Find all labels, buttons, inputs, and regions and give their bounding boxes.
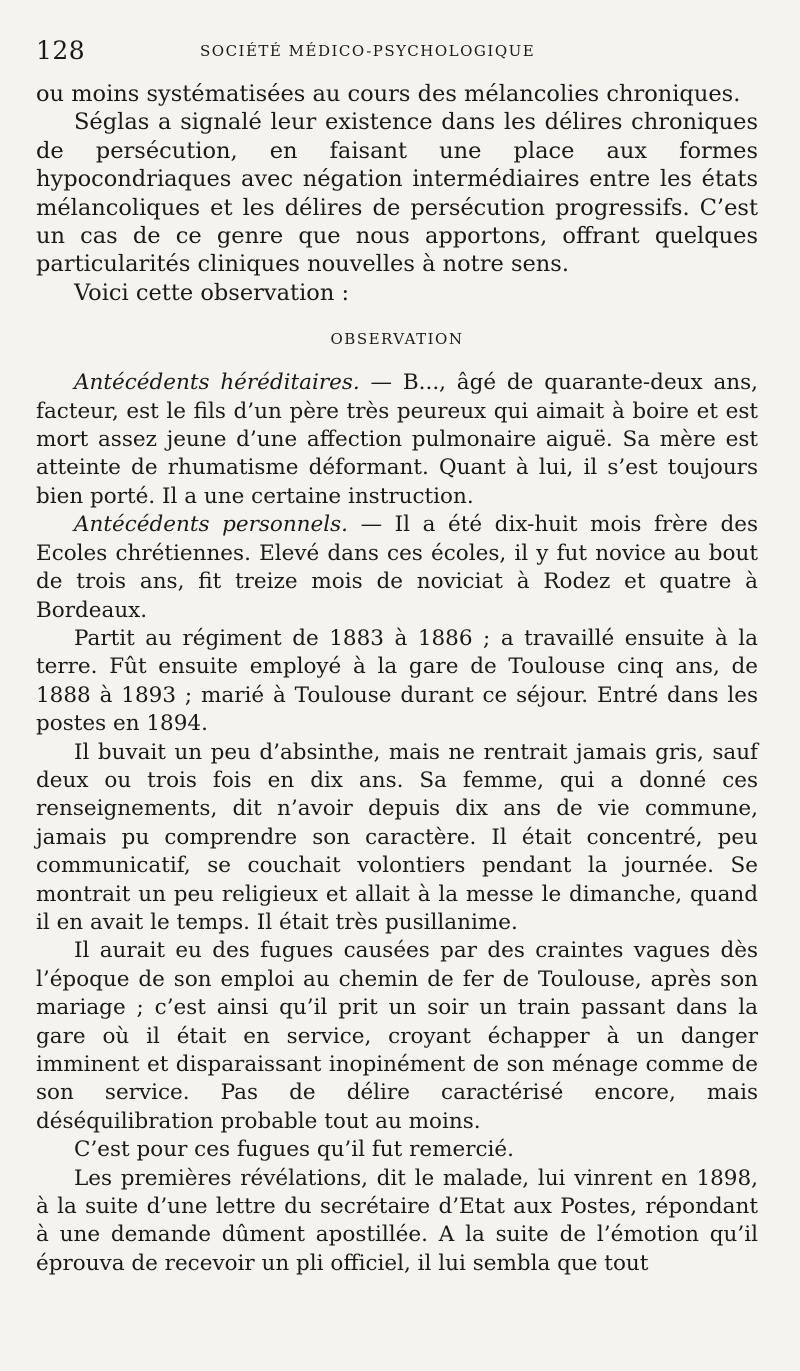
journal-title: SOCIÉTÉ MÉDICO-PSYCHOLOGIQUE — [200, 42, 536, 60]
runin-hereditary: Antécédents héréditaires. — [74, 370, 360, 396]
paragraph-revelations: Les premières révélations, dit le malade, lui vinrent en 1898, à la suite d’une lettre du secrétaire d’Etat aux Postes, répondant à une demande dûment apostillée. A la suite de l’émotion qu’il éprouva de recevoir un pli officiel, il lui sembla que tout — [36, 1165, 758, 1276]
paragraph-intro-observation: Voici cette observation : — [74, 279, 350, 306]
paragraph-regiment: Partit au régiment de 1883 à 1886 ; a travaillé ensuite à la terre. Fût ensuite employé à la gare de Toulouse cinq ans, de 1888 à 1893 ; marié à Toulouse durant ce séjour. Entré dans les postes en 1894. — [36, 625, 758, 737]
page-number: 128 — [36, 36, 86, 65]
text-personal: — Il a été dix-huit mois frère des Ecoles chrétiennes. Elevé dans ces écoles, il y fut novice au bout de trois ans, fit treize mois de noviciat à Rodez et quatre à Bordeaux. — [36, 512, 759, 623]
paragraph-fugues: Il aurait eu des fugues causées par des craintes vagues dès l’époque de son emploi au chemin de fer de Toulouse, après son mariage ; c’est ainsi qu’il prit un soir un train passant dans la gare où il était en service, croyant échapper à un danger imminent et disparaissant inopinément de son ménage comme de son service. Pas de délire caractérisé encore, mais déséquilibration probable tout au moins. — [36, 938, 758, 1134]
section-heading-observation: OBSERVATION — [330, 330, 464, 349]
paragraph-hereditary — [36, 369, 758, 511]
paragraph-personal — [36, 511, 758, 625]
body-text — [36, 80, 758, 1278]
observation-text — [36, 369, 758, 1278]
running-head — [36, 36, 758, 80]
paragraph-continuation: ou moins systématisées au cours des mélancolies chroniques. — [36, 81, 741, 107]
runin-personal: Antécédents personnels. — [74, 512, 348, 538]
paragraph-dismissed: C’est pour ces fugues qu’il fut remercié. — [74, 1137, 514, 1163]
text-hereditary: — B..., âgé de quarante-deux ans, facteur, est le fils d’un père très peureux qui aimait à boire et est mort assez jeune d’une affection pulmonaire aiguë. Sa mère est atteinte de rhumatisme déformant. Quant à lui, il s’est toujours bien porté. Il a une certaine instruction. — [36, 370, 758, 509]
paragraph-absinthe: Il buvait un peu d’absinthe, mais ne rentrait jamais gris, sauf deux ou trois fois en dix ans. Sa femme, qui a donné ces renseignements, dit n’avoir depuis dix ans de vie commune, jamais pu comprendre son caractère. Il était concentré, peu communicatif, se couchait volontiers pendant la journée. Se montrait un peu religieux et allait à la messe le dimanche, quand il en avait le temps. Il était très pusillanime. — [36, 739, 758, 935]
paragraph-seglas: Séglas a signalé leur existence dans les délires chroniques de persécution, en faisant une place aux formes hypocondriaques avec négation intermédiaires entre les états mélancoliques et les délires de persécution progressifs. C’est un cas de ce genre que nous apportons, offrant quelques particularités cliniques nouvelles à notre sens. — [36, 109, 758, 278]
